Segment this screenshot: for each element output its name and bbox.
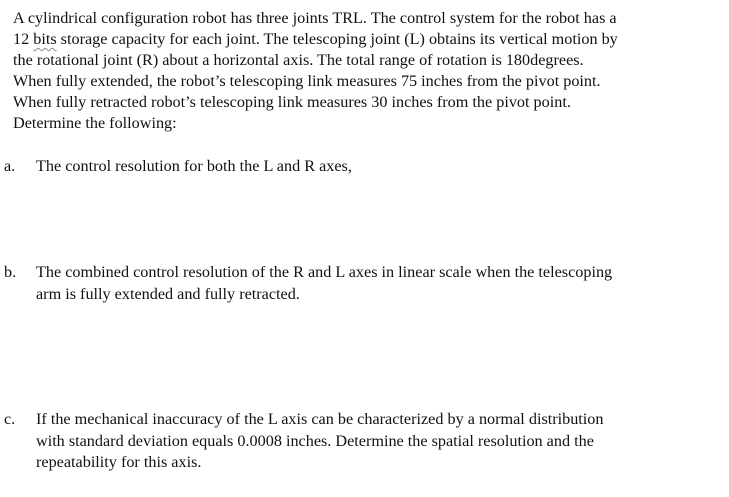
question-b-marker: b.: [4, 263, 17, 281]
question-b-line-1: The combined control resolution of the R and L axes in linear scale when the telescoping: [36, 263, 613, 281]
question-a-text: [36, 156, 719, 178]
intro-line-5: When fully retracted robot’s telescoping link measures 30 inches from the pivot point.: [13, 93, 571, 111]
question-c-line-1: If the mechanical inaccuracy of the L axis can be characterized by a normal distribution: [36, 410, 604, 428]
question-b-line-2: arm is fully extended and fully retracted.: [36, 284, 300, 303]
question-c-line-3: repeatability for this axis.: [36, 453, 202, 471]
problem-statement: [13, 8, 718, 134]
question-c-line-2: with standard deviation equals 0.0008 inches. Determine the spatial resolution and the: [36, 431, 594, 450]
intro-line-4: When fully extended, the robot’s telescoping link measures 75 inches from the pivot point.: [13, 72, 601, 90]
question-a-marker: a.: [4, 157, 16, 175]
question-c: [4, 409, 719, 474]
question-b-text: [36, 262, 719, 305]
intro-line-2-start: 12: [13, 30, 34, 48]
question-c-text: [36, 409, 719, 474]
intro-line-3: the rotational joint (R) about a horizontal axis. The total range of rotation is 180degrees.: [13, 51, 584, 69]
question-c-marker: c.: [4, 410, 16, 428]
intro-line-2: [13, 29, 718, 50]
intro-line-1: A cylindrical configuration robot has three joints TRL. The control system for the robot has a: [13, 9, 617, 27]
intro-line-6: Determine the following:: [13, 114, 177, 132]
intro-line-2-end: storage capacity for each joint. The telescoping joint (L) obtains its vertical motion by: [56, 30, 618, 48]
spellcheck-flagged-word[interactable]: bits: [33, 30, 57, 48]
question-a: [4, 156, 719, 178]
question-b: [4, 262, 719, 305]
question-a-line-1: The control resolution for both the L and R axes,: [36, 157, 352, 175]
